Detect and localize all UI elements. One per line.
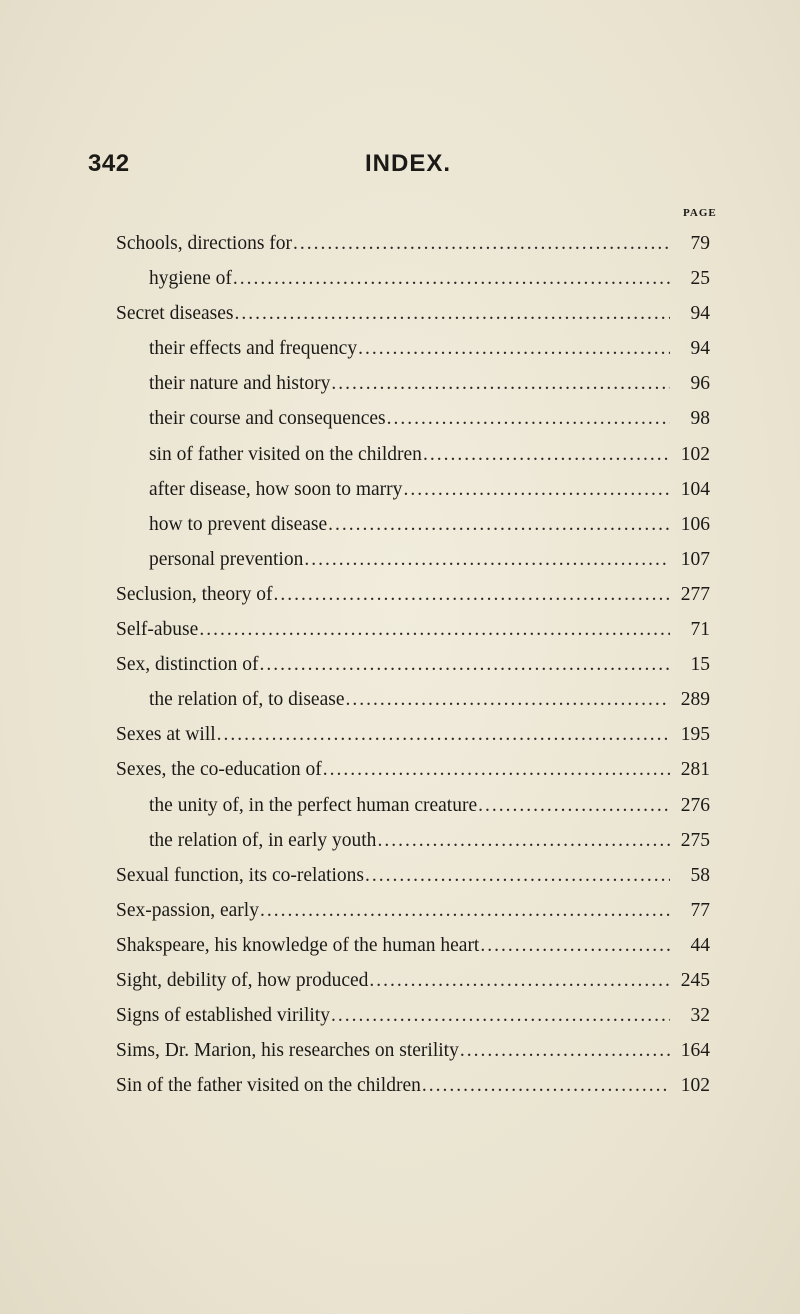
index-entry <box>116 401 710 436</box>
index-entry <box>116 717 710 752</box>
index-page-number: 79 <box>690 233 710 254</box>
index-page-number: 25 <box>690 268 710 290</box>
index-page-number: 195 <box>680 724 710 746</box>
page-column-label: PAGE <box>683 207 717 219</box>
index-term: their course and consequences <box>149 408 386 430</box>
index-page-number: 94 <box>690 338 710 360</box>
index-page-number: 96 <box>690 373 710 395</box>
index-page-number: 94 <box>690 303 710 325</box>
index-term: personal prevention <box>149 548 304 570</box>
index-term: Sin of the father visited on the children <box>116 1075 421 1097</box>
index-page-number: 276 <box>680 794 710 816</box>
dot-leader <box>323 752 670 787</box>
index-term: their effects and frequency <box>149 338 358 360</box>
index-entry <box>116 296 710 331</box>
index-term: Schools, directions for <box>116 233 293 254</box>
index-entry <box>116 331 710 366</box>
index-entry <box>116 928 710 963</box>
index-page-number: 98 <box>690 408 710 430</box>
index-term: Secret diseases <box>116 303 234 325</box>
index-page-number: 106 <box>680 513 710 535</box>
dot-leader <box>377 823 670 858</box>
index-entry <box>116 261 710 296</box>
index-page-number: 77 <box>690 899 710 921</box>
index-page-number: 245 <box>680 969 710 991</box>
dot-leader <box>259 647 670 682</box>
dot-leader <box>304 542 670 577</box>
page-number: 342 <box>88 150 130 177</box>
running-title: INDEX. <box>365 150 452 177</box>
index-entry <box>116 788 710 823</box>
index-page-number: 58 <box>690 864 710 886</box>
index-entry <box>116 366 710 401</box>
index-entry <box>116 823 710 858</box>
index-term: Seclusion, theory of <box>116 583 273 605</box>
index-entry <box>116 1068 710 1103</box>
dot-leader <box>199 612 670 647</box>
index-entry <box>116 858 710 893</box>
index-entry <box>116 542 710 577</box>
index-page-number: 44 <box>690 934 710 956</box>
index-term: Sex-passion, early <box>116 899 259 921</box>
index-page-number: 281 <box>680 759 710 781</box>
dot-leader <box>293 226 670 261</box>
dot-leader <box>387 401 670 436</box>
index-entry <box>116 1033 710 1068</box>
dot-leader <box>422 1068 670 1103</box>
index-term: Sims, Dr. Marion, his researches on sterility <box>116 1040 459 1062</box>
index-term: Sexes at will <box>116 724 216 746</box>
index-term: the relation of, in early youth <box>149 829 377 851</box>
dot-leader <box>331 998 670 1033</box>
index-term: Signs of established virility <box>116 1005 330 1027</box>
index-page-number: 275 <box>680 829 710 851</box>
dot-leader <box>274 577 670 612</box>
index-entry <box>116 612 710 647</box>
index-page-number: 71 <box>690 619 710 641</box>
index-entry <box>116 893 710 928</box>
index-entry <box>116 437 710 472</box>
index-term: the relation of, to disease <box>149 689 345 711</box>
index-term: after disease, how soon to marry <box>149 478 403 500</box>
index-term: the unity of, in the perfect human creature <box>149 794 478 816</box>
dot-leader <box>423 437 670 472</box>
index-entry <box>116 752 710 787</box>
index-term: how to prevent disease <box>149 513 328 535</box>
index-term: Shakspeare, his knowledge of the human heart <box>116 934 480 956</box>
dot-leader <box>331 366 670 401</box>
dot-leader <box>233 261 670 296</box>
index-term: Sexual function, its co-relations <box>116 864 365 886</box>
index-entry <box>116 472 710 507</box>
index-term: Self-abuse <box>116 619 199 641</box>
index-page-number: 107 <box>680 548 710 570</box>
index-term: Sight, debility of, how produced <box>116 969 369 991</box>
index-entry <box>116 963 710 998</box>
dot-leader <box>478 788 670 823</box>
index-page-number: 102 <box>680 1075 710 1097</box>
dot-leader <box>217 717 670 752</box>
index-page-number: 277 <box>680 583 710 605</box>
dot-leader <box>328 507 670 542</box>
index-page-number: 15 <box>690 654 710 676</box>
dot-leader <box>365 858 670 893</box>
dot-leader <box>460 1033 670 1068</box>
index-entry <box>116 998 710 1033</box>
dot-leader <box>369 963 670 998</box>
index-page-number: 102 <box>680 443 710 465</box>
dot-leader <box>235 296 671 331</box>
index-term: their nature and history <box>149 373 331 395</box>
dot-leader <box>358 331 670 366</box>
index-term: hygiene of <box>149 268 232 290</box>
index-page-number: 289 <box>680 689 710 711</box>
index-entry <box>116 682 710 717</box>
index-entry <box>116 577 710 612</box>
index-page-number: 104 <box>680 478 710 500</box>
index-entries <box>116 226 710 1103</box>
index-entry <box>116 507 710 542</box>
index-term: Sex, distinction of <box>116 654 259 676</box>
dot-leader <box>480 928 670 963</box>
index-term: Sexes, the co-education of <box>116 759 322 781</box>
index-term: sin of father visited on the children <box>149 443 422 465</box>
index-page-number: 32 <box>690 1005 710 1027</box>
dot-leader <box>260 893 670 928</box>
index-entry <box>116 226 710 261</box>
index-page-number: 164 <box>680 1040 710 1062</box>
index-entry <box>116 647 710 682</box>
dot-leader <box>345 682 670 717</box>
page-header <box>88 150 708 182</box>
dot-leader <box>403 472 670 507</box>
